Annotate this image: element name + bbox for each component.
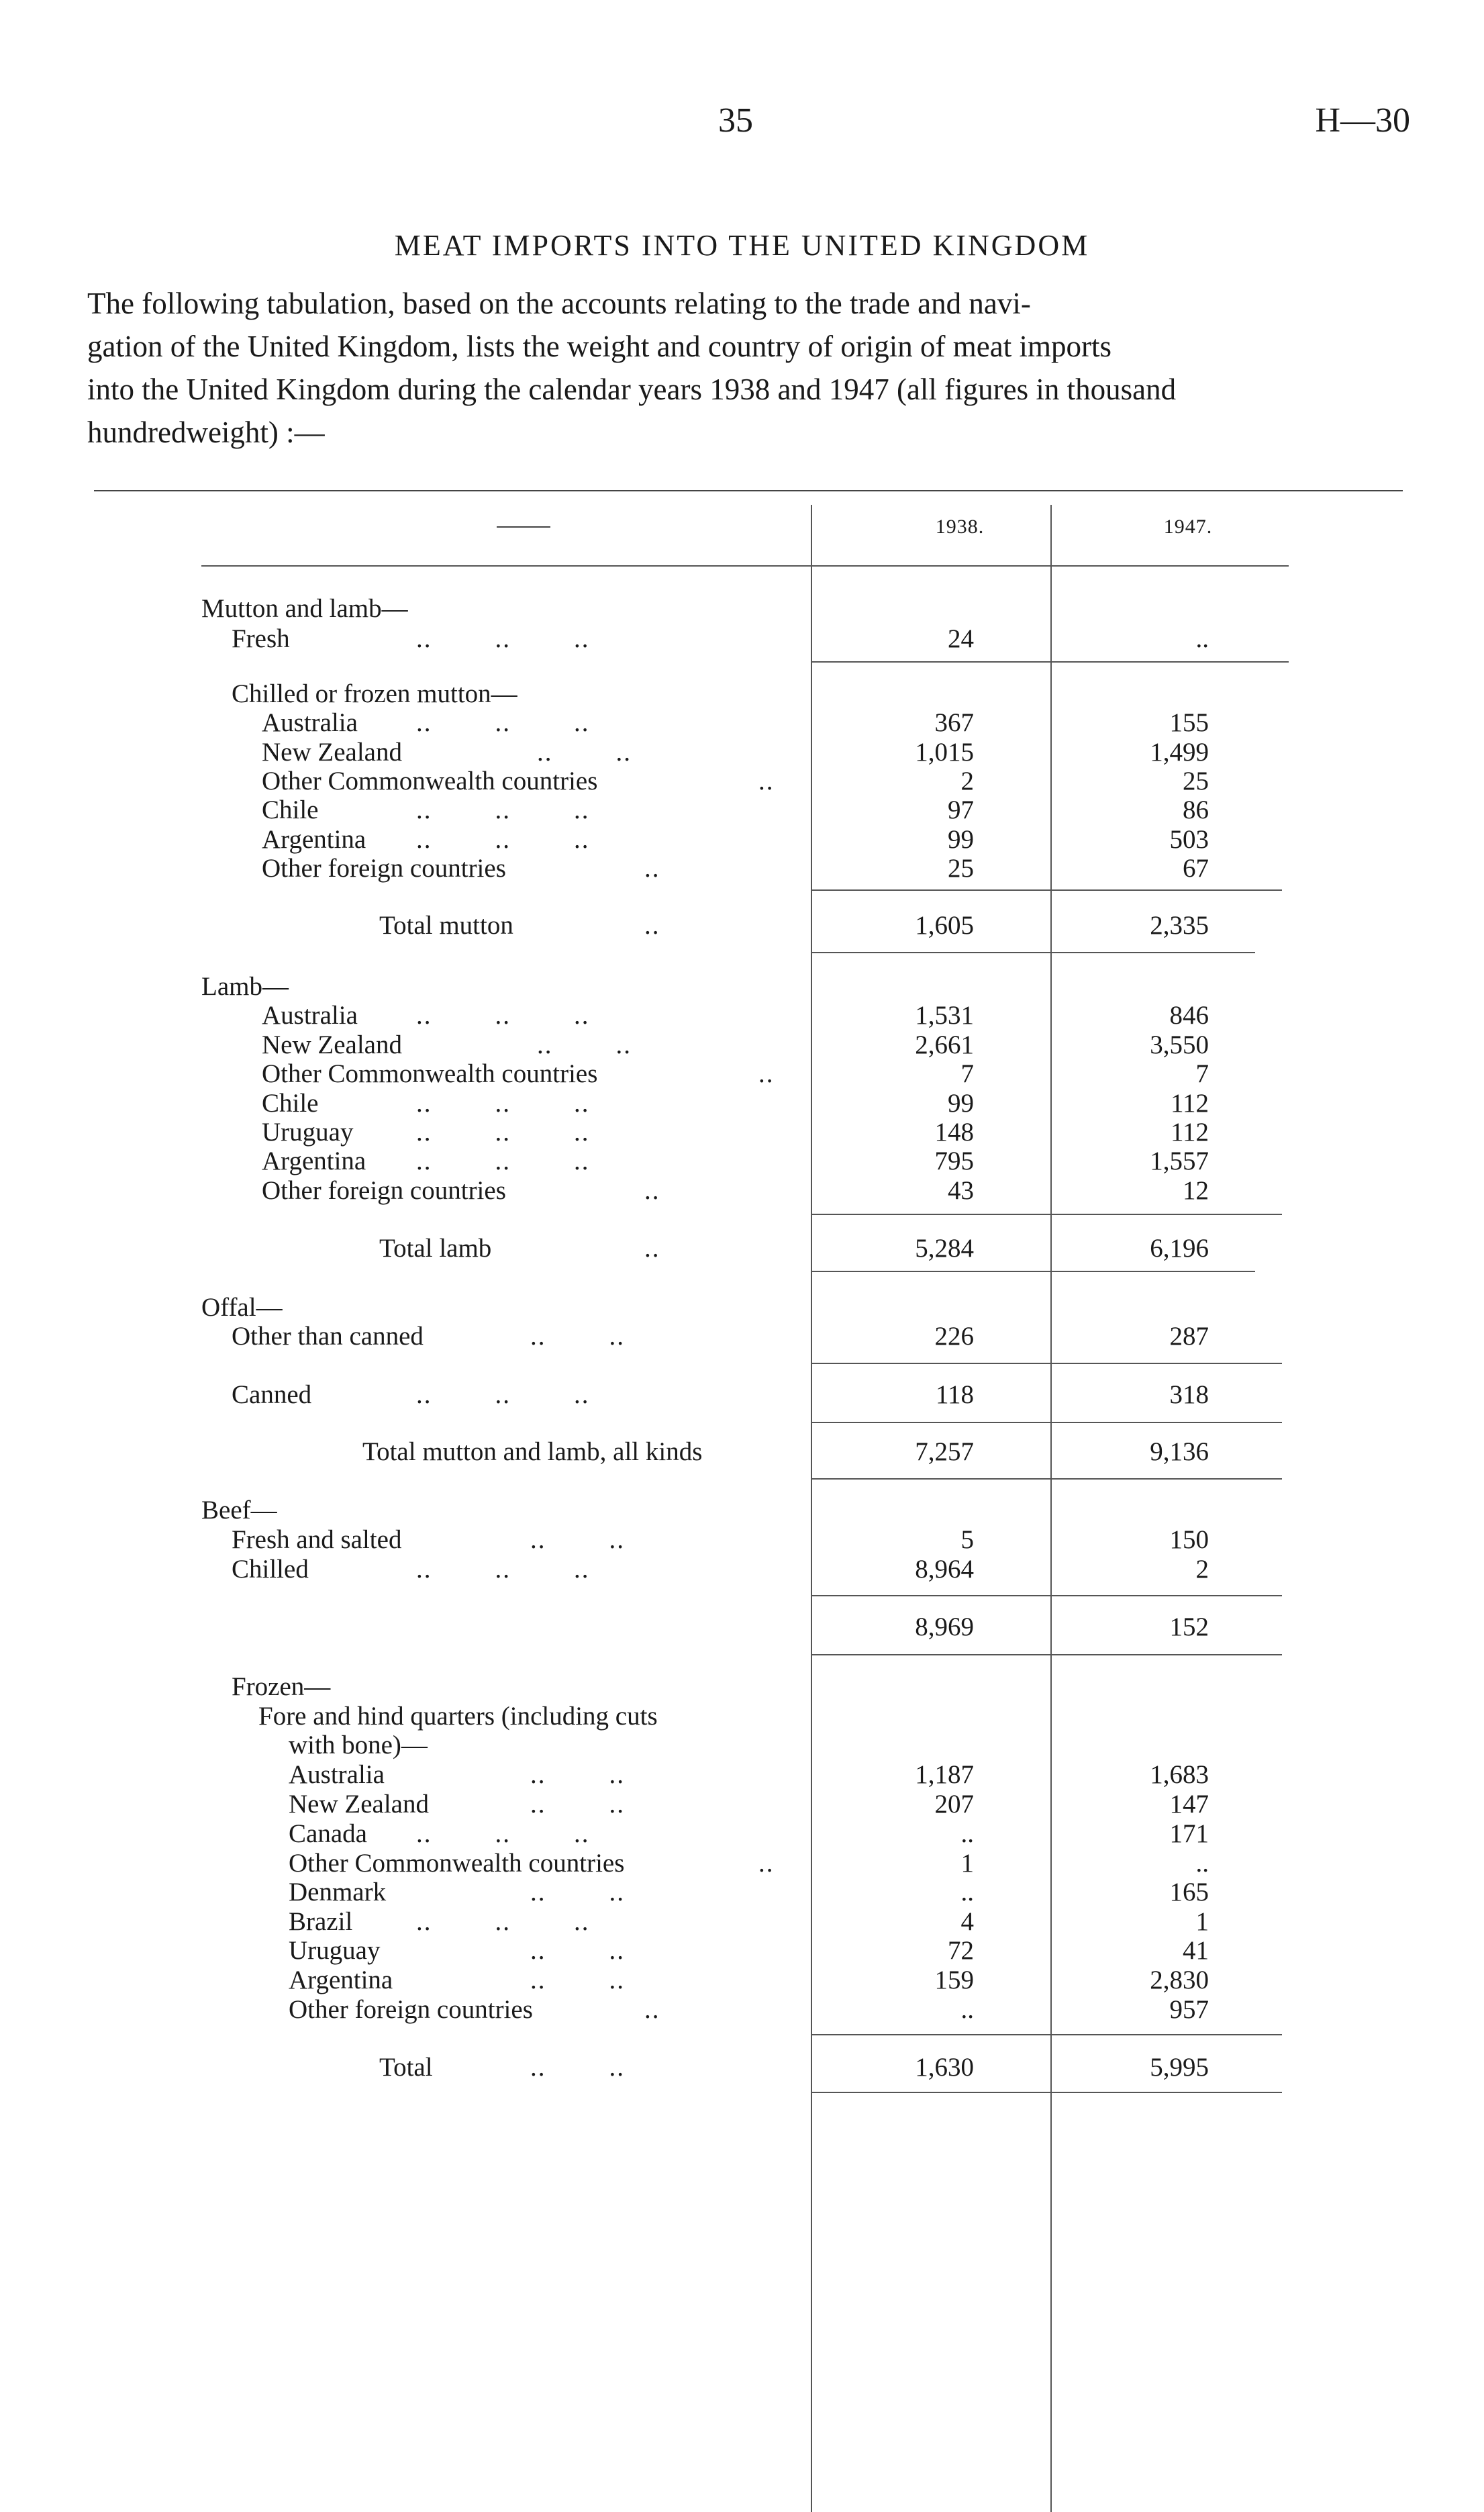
table-row [0,1702,1484,1731]
table-row [0,738,1484,767]
value-1947: 155 [1169,708,1209,737]
row-label: New Zealand [262,738,402,767]
table-row [0,708,1484,738]
subtotal-rule [812,2092,1282,2093]
value-1947: 112 [1170,1118,1209,1147]
table-top-rule [94,490,1403,491]
table-row [0,825,1484,855]
value-1938: 4 [960,1907,974,1936]
value-1947: 25 [1183,767,1209,795]
value-1947: 152 [1169,1612,1209,1641]
stub-header-dash [497,526,550,528]
value-1938: 1 [960,1849,974,1878]
table-row [0,767,1484,796]
leader-dots: .. .. .. [416,708,590,737]
row-label: Canned [232,1380,312,1409]
row-label: Total lamb [379,1234,492,1263]
value-1947: 1 [1195,1907,1209,1936]
value-1947: 2 [1195,1555,1209,1584]
subtotal-rule [812,1214,1282,1215]
value-1938: 97 [948,795,974,824]
row-label: Other than canned [232,1322,424,1351]
leader-dots: .. .. [530,1525,625,1554]
value-1938: 1,531 [915,1001,974,1030]
value-1947: 6,196 [1150,1234,1209,1263]
value-1947: 171 [1169,1819,1209,1848]
value-1938: 99 [948,825,974,854]
table-row [0,1760,1484,1790]
value-1947: 86 [1183,795,1209,824]
table-row [0,1437,1484,1467]
table-row [0,1380,1484,1410]
value-1947: 318 [1169,1380,1209,1409]
value-1947: 2,335 [1150,911,1209,940]
page-title: MEAT IMPORTS INTO THE UNITED KINGDOM [394,229,1090,262]
value-1947: 3,550 [1150,1030,1209,1059]
value-1938: 43 [948,1176,974,1205]
leader-dots: .. [758,1849,775,1878]
table-row [0,854,1484,883]
value-1947: 2,830 [1150,1966,1209,1994]
leader-dots: .. .. [537,1030,632,1059]
value-1947: 7 [1195,1059,1209,1088]
row-label: Uruguay [262,1118,354,1147]
row-label: Other Commonwealth countries [262,1059,598,1088]
leader-dots: .. .. [530,1878,625,1906]
leader-dots: .. .. .. [416,1380,590,1409]
row-label: Total [379,2053,433,2082]
value-1938: 99 [948,1089,974,1118]
table-row [0,1790,1484,1819]
row-label: with bone)— [289,1731,428,1759]
leader-dots: .. .. .. [416,1819,590,1848]
value-1938: 5 [960,1525,974,1554]
subtotal-rule [812,1478,1282,1480]
table-row [0,1731,1484,1760]
row-label: New Zealand [262,1030,402,1059]
row-label: Argentina [262,825,366,854]
leader-dots: .. [758,767,775,795]
leader-dots: .. [758,1059,775,1088]
row-label: Brazil [289,1907,353,1936]
value-1938: 1,630 [915,2053,974,2082]
leader-dots: .. .. [530,2053,625,2082]
value-1947: 147 [1169,1790,1209,1819]
leader-dots: .. .. .. [416,1089,590,1118]
row-label: Other Commonwealth countries [289,1849,625,1878]
value-1938: .. [960,1819,974,1848]
value-1938: 72 [948,1936,974,1965]
table-row [0,795,1484,825]
column-header-1947: 1947. [1163,516,1213,538]
table-row [0,1966,1484,1995]
leader-dots: .. .. .. [416,795,590,824]
table-row [0,1878,1484,1907]
table-row [0,679,1484,709]
intro-paragraph [87,282,1403,454]
table-row [0,1089,1484,1118]
row-label: Uruguay [289,1936,381,1965]
value-1947: 957 [1169,1995,1209,2024]
subtotal-rule [812,2034,1282,2035]
leader-dots: .. [644,1234,660,1263]
leader-dots: .. [644,1176,660,1205]
value-1938: 226 [934,1322,974,1351]
value-1938: 8,964 [915,1555,974,1584]
value-1938: 148 [934,1118,974,1147]
row-label: Chilled [232,1555,309,1584]
value-1938: 367 [934,708,974,737]
row-label: Total mutton [379,911,513,940]
value-1938: 7,257 [915,1437,974,1466]
row-label: Other foreign countries [262,1176,506,1205]
value-1947: 150 [1169,1525,1209,1554]
table-row [0,1001,1484,1030]
value-1938: 2 [960,767,974,795]
row-label: Other foreign countries [289,1995,533,2024]
table-row [0,1118,1484,1147]
subtotal-rule [812,1422,1282,1423]
row-label: Argentina [262,1147,366,1175]
table-row [0,1849,1484,1878]
table-row [0,1819,1484,1849]
value-1938: 1,015 [915,738,974,767]
table-row [0,1176,1484,1206]
value-1938: 1,605 [915,911,974,940]
row-label: Fresh and salted [232,1525,402,1554]
table-row [0,1030,1484,1060]
page-number: 35 [718,101,753,140]
value-1938: 2,661 [915,1030,974,1059]
row-label: Australia [262,1001,358,1030]
value-1947: .. [1195,624,1209,653]
leader-dots: .. .. .. [416,1001,590,1030]
table-row [0,1936,1484,1966]
table-row [0,1672,1484,1702]
value-1938: .. [960,1878,974,1906]
row-label: Chilled or frozen mutton— [232,679,517,708]
subtotal-rule [812,1363,1282,1364]
value-1938: 24 [948,624,974,653]
leader-dots: .. [644,854,660,883]
table-row [0,1612,1484,1642]
value-1947: 67 [1183,854,1209,883]
value-1938: .. [960,1995,974,2024]
intro-line: The following tabulation, based on the accounts relating to the trade and navi- [87,287,1031,320]
row-label: Lamb— [201,972,289,1001]
row-label: Argentina [289,1966,393,1994]
row-label: Chile [262,795,319,824]
leader-dots: .. .. .. [416,1147,590,1175]
table-row [0,1293,1484,1322]
value-1947: 1,683 [1150,1760,1209,1789]
leader-dots: .. .. [530,1936,625,1965]
value-1947: 165 [1169,1878,1209,1906]
table-row [0,972,1484,1002]
leader-dots: .. .. .. [416,825,590,854]
intro-line: gation of the United Kingdom, lists the weight and country of origin of meat imports [87,330,1112,363]
row-label: Other Commonwealth countries [262,767,598,795]
leader-dots: .. [644,911,660,940]
subtotal-rule [812,1595,1282,1596]
subtotal-rule [812,661,1289,663]
value-1947: 5,995 [1150,2053,1209,2082]
document-reference: H—30 [1315,101,1410,140]
table-row [0,1147,1484,1176]
value-1938: 159 [934,1966,974,1994]
table-row [0,1322,1484,1351]
intro-line: hundredweight) :— [87,416,325,449]
value-1947: 112 [1170,1089,1209,1118]
value-1938: 207 [934,1790,974,1819]
table-row [0,594,1484,624]
row-label: Fore and hind quarters (including cuts [258,1702,658,1731]
value-1947: 287 [1169,1322,1209,1351]
value-1938: 7 [960,1059,974,1088]
subtotal-rule [812,1654,1282,1655]
table-row [0,1234,1484,1263]
table-row [0,1555,1484,1584]
row-label: Canada [289,1819,367,1848]
leader-dots: .. .. [537,738,632,767]
subtotal-rule [812,952,1255,953]
row-label: Mutton and lamb— [201,594,408,623]
leader-dots: .. .. [530,1790,625,1819]
value-1947: .. [1195,1849,1209,1878]
leader-dots: .. .. .. [416,1555,590,1584]
table-row [0,1059,1484,1089]
value-1947: 12 [1183,1176,1209,1205]
value-1947: 9,136 [1150,1437,1209,1466]
leader-dots: .. .. .. [416,1907,590,1936]
leader-dots: .. [644,1995,660,2024]
intro-line: into the United Kingdom during the calendar years 1938 and 1947 (all figures in thousand [87,373,1177,406]
leader-dots: .. .. [530,1322,625,1351]
value-1947: 41 [1183,1936,1209,1965]
value-1938: 8,969 [915,1612,974,1641]
row-label: Chile [262,1089,319,1118]
row-label: Other foreign countries [262,854,506,883]
row-label: Beef— [201,1496,277,1525]
row-label: Australia [289,1760,385,1789]
value-1938: 118 [935,1380,974,1409]
subtotal-rule [812,1271,1255,1272]
table-row [0,1525,1484,1555]
value-1947: 503 [1169,825,1209,854]
table-row [0,1496,1484,1525]
leader-dots: .. .. .. [416,1118,590,1147]
value-1938: 25 [948,854,974,883]
row-label: Offal— [201,1293,283,1322]
row-label: Australia [262,708,358,737]
row-label: Fresh [232,624,290,653]
table-row [0,624,1484,654]
table-row [0,911,1484,940]
value-1938: 795 [934,1147,974,1175]
value-1938: 1,187 [915,1760,974,1789]
value-1947: 1,499 [1150,738,1209,767]
leader-dots: .. .. .. [416,624,590,653]
table-row [0,1907,1484,1937]
row-label: New Zealand [289,1790,429,1819]
row-label: Total mutton and lamb, all kinds [362,1437,703,1466]
value-1947: 846 [1169,1001,1209,1030]
column-header-1938: 1938. [935,516,985,538]
leader-dots: .. .. [530,1966,625,1994]
value-1947: 1,557 [1150,1147,1209,1175]
row-label: Frozen— [232,1672,331,1701]
subtotal-rule [812,889,1282,891]
row-label: Denmark [289,1878,387,1906]
table-row [0,2053,1484,2082]
leader-dots: .. .. [530,1760,625,1789]
value-1938: 5,284 [915,1234,974,1263]
table-header-rule [201,565,1289,567]
table-row [0,1995,1484,2025]
